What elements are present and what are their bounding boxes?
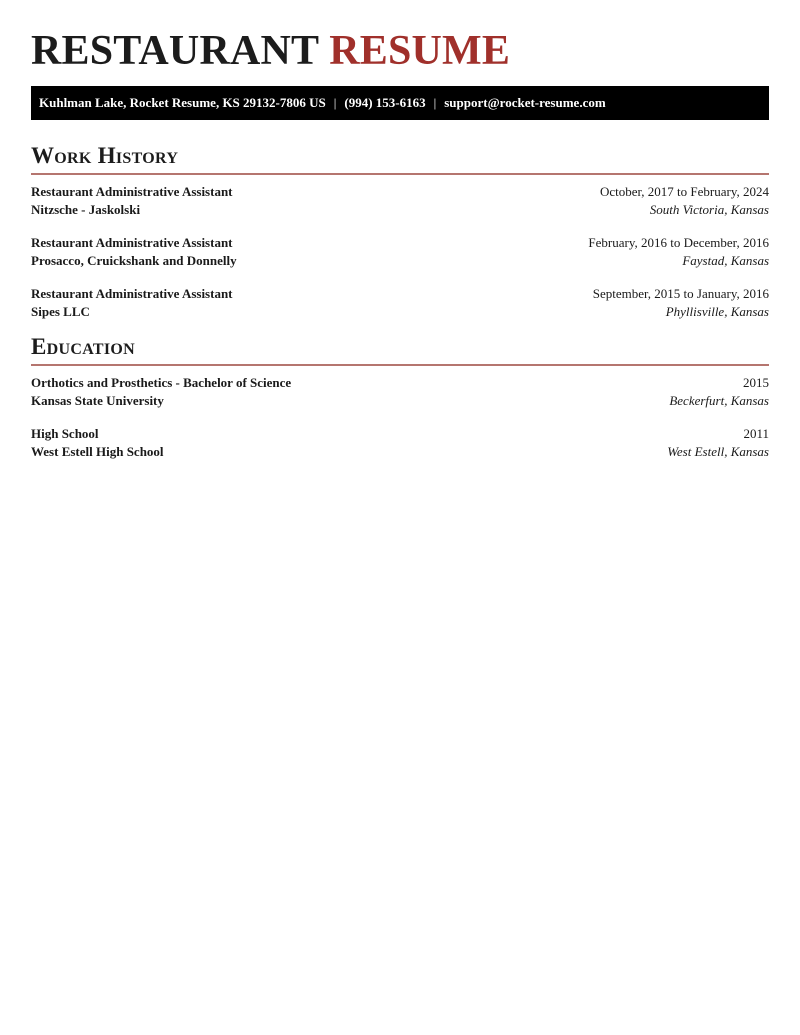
graduation-year: 2015 [743, 375, 769, 390]
work-history-list [31, 183, 769, 320]
job-company: Prosacco, Cruickshank and Donnelly [31, 252, 237, 268]
school-location: Beckerfurt, Kansas [669, 392, 769, 408]
job-dates: October, 2017 to February, 2024 [599, 184, 769, 199]
job-dates: February, 2016 to December, 2016 [588, 235, 769, 250]
title-first-word: RESTAURANT [31, 28, 319, 74]
job-title: Restaurant Administrative Assistant [31, 184, 233, 199]
contact-phone: (994) 153-6163 [344, 95, 426, 110]
education-heading: Education [31, 334, 769, 366]
contact-separator: | [433, 95, 437, 110]
education-entry [31, 374, 769, 409]
education-entry [31, 425, 769, 460]
graduation-year: 2011 [743, 426, 769, 441]
school-location: West Estell, Kansas [667, 443, 769, 459]
job-title: Restaurant Administrative Assistant [31, 235, 233, 250]
job-location: Phyllisville, Kansas [665, 303, 769, 319]
job-title: Restaurant Administrative Assistant [31, 286, 233, 301]
job-company: Sipes LLC [31, 303, 90, 319]
contact-bar [31, 86, 769, 120]
work-history-heading: Work History [31, 143, 769, 175]
job-company: Nitzsche - Jaskolski [31, 201, 141, 217]
degree: Orthotics and Prosthetics - Bachelor of Science [31, 375, 292, 390]
title-second-word: RESUME [329, 28, 511, 74]
work-entry [31, 285, 769, 320]
contact-separator: | [333, 95, 337, 110]
work-entry [31, 183, 769, 218]
education-list [31, 374, 769, 460]
school-name: West Estell High School [31, 443, 164, 459]
resume-title [31, 0, 769, 73]
resume-page [31, 0, 769, 474]
work-entry [31, 234, 769, 269]
degree: High School [31, 426, 99, 441]
contact-email: support@rocket-resume.com [444, 95, 606, 110]
job-location: Faystad, Kansas [682, 252, 769, 268]
contact-address: Kuhlman Lake, Rocket Resume, KS 29132-7806 US [39, 95, 326, 110]
job-dates: September, 2015 to January, 2016 [592, 286, 769, 301]
school-name: Kansas State University [31, 392, 164, 408]
job-location: South Victoria, Kansas [649, 201, 769, 217]
